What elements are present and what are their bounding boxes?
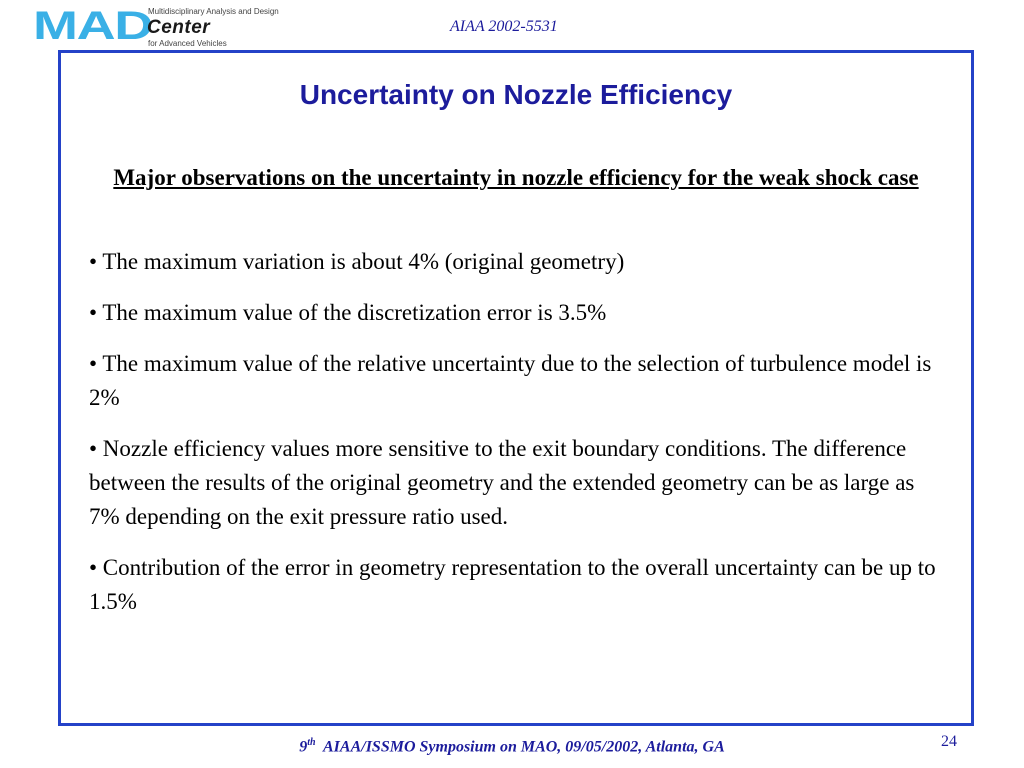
slide-frame: [58, 50, 974, 726]
footer-ordinal-number: 9: [299, 738, 308, 756]
bullet-list: [89, 245, 943, 636]
bullet-item: • Nozzle efficiency values more sensitive to the exit boundary conditions. The difference between the results of the original geometry and the extended geometry can be as large as 7% depending on the exit pressure ratio used.: [89, 436, 915, 529]
observations-heading: Major observations on the uncertainty in nozzle efficiency for the weak shock case: [113, 165, 919, 190]
bullet-item: • The maximum value of the relative uncertainty due to the selection of turbulence model is 2%: [89, 351, 932, 410]
bullet-item: • The maximum variation is about 4% (original geometry): [89, 249, 625, 274]
bullet-item: • The maximum value of the discretization error is 3.5%: [89, 300, 607, 325]
paper-id: AIAA 2002-5531: [450, 18, 558, 35]
footer-text: AIAA/ISSMO Symposium on MAO, 09/05/2002, Atlanta, GA: [323, 738, 725, 756]
footer-ordinal-suffix: th: [307, 737, 316, 748]
logo-center-word: Center: [147, 17, 211, 38]
logo-subtitle: Multidisciplinary Analysis and Design: [148, 7, 279, 16]
logo-tagline: for Advanced Vehicles: [148, 39, 227, 48]
slide-title: Uncertainty on Nozzle Efficiency: [299, 79, 733, 110]
bullet-item: • Contribution of the error in geometry representation to the overall uncertainty can be up to 1.5%: [89, 555, 936, 614]
page-number: 24: [941, 733, 957, 750]
footer-citation: [0, 737, 1024, 756]
mad-center-logo: [33, 6, 293, 46]
logo-letters: MAD: [33, 4, 152, 48]
